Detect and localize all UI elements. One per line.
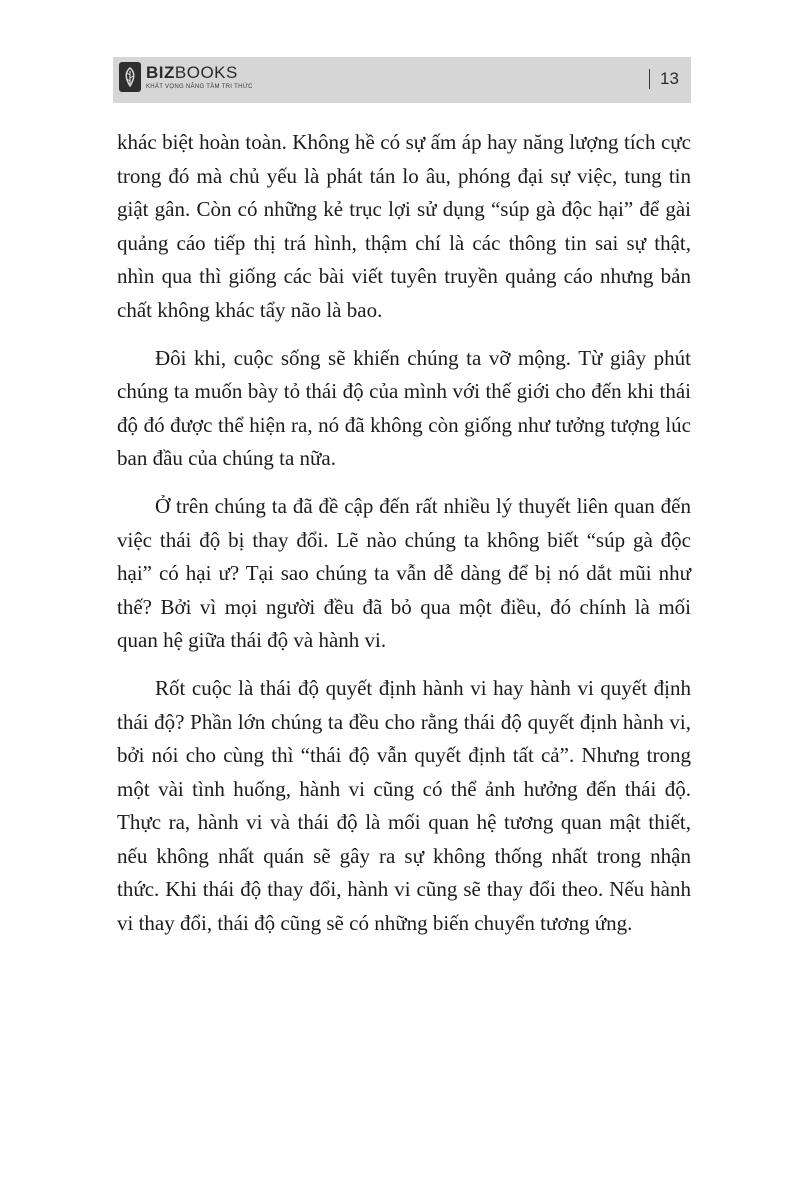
logo-wordmark	[146, 64, 253, 90]
bizbooks-logo-icon	[119, 62, 141, 92]
paragraph-continued: khác biệt hoàn toàn. Không hề có sự ấm áp hay năng lượng tích cực trong đó mà chủ yếu là phát tán lo âu, phóng đại sự việc, tung tin giật gân. Còn có những kẻ trục lợi sử dụng “súp gà độc hại” để gài quảng cáo tiếp thị trá hình, thậm chí là các thông tin sai sự thật, nhìn qua thì giống các bài viết tuyên truyền quảng cáo nhưng bản chất không khác tẩy não là bao.	[117, 130, 691, 322]
logo-brand-light: BOOKS	[174, 63, 238, 82]
paragraph: Đôi khi, cuộc sống sẽ khiến chúng ta vỡ mộng. Từ giây phút chúng ta muốn bày tỏ thái độ của mình với thế giới cho đến khi thái độ đó được thể hiện ra, nó đã không còn giống như tưởng tượng lúc ban đầu của chúng ta nữa.	[117, 345, 691, 471]
running-header	[113, 57, 691, 103]
page-body	[117, 126, 691, 955]
publisher-logo	[119, 62, 253, 92]
logo-brand-name	[146, 64, 253, 81]
paragraph: Rốt cuộc là thái độ quyết định hành vi hay hành vi quyết định thái độ? Phần lớn chúng ta đều cho rằng thái độ quyết định hành vi, bởi nói cho cùng thì “thái độ vẫn quyết định tất cả”. Nhưng trong một vài tình huống, hành vi cũng có thể ảnh hưởng đến thái độ. Thực ra, hành vi và thái độ là mối quan hệ tương quan mật thiết, nếu không nhất quán sẽ gây ra sự không thống nhất trong nhận thức. Khi thái độ thay đổi, hành vi cũng sẽ thay đổi theo. Nếu hành vi thay đổi, thái độ cũng sẽ có những biến chuyển tương ứng.	[117, 675, 691, 936]
logo-brand-bold: BIZ	[146, 63, 175, 82]
page-number: 13	[660, 69, 679, 88]
logo-tagline: KHÁT VỌNG NÂNG TẦM TRI THỨC	[146, 84, 253, 90]
page-number-divider	[649, 69, 650, 89]
paragraph: Ở trên chúng ta đã đề cập đến rất nhiều lý thuyết liên quan đến việc thái độ bị thay đổi. Lẽ nào chúng ta không biết “súp gà độc hại” có hại ư? Tại sao chúng ta vẫn dễ dàng để bị nó dắt mũi như thế? Bởi vì mọi người đều đã bỏ qua một điều, đó chính là mối quan hệ giữa thái độ và hành vi.	[117, 493, 691, 653]
